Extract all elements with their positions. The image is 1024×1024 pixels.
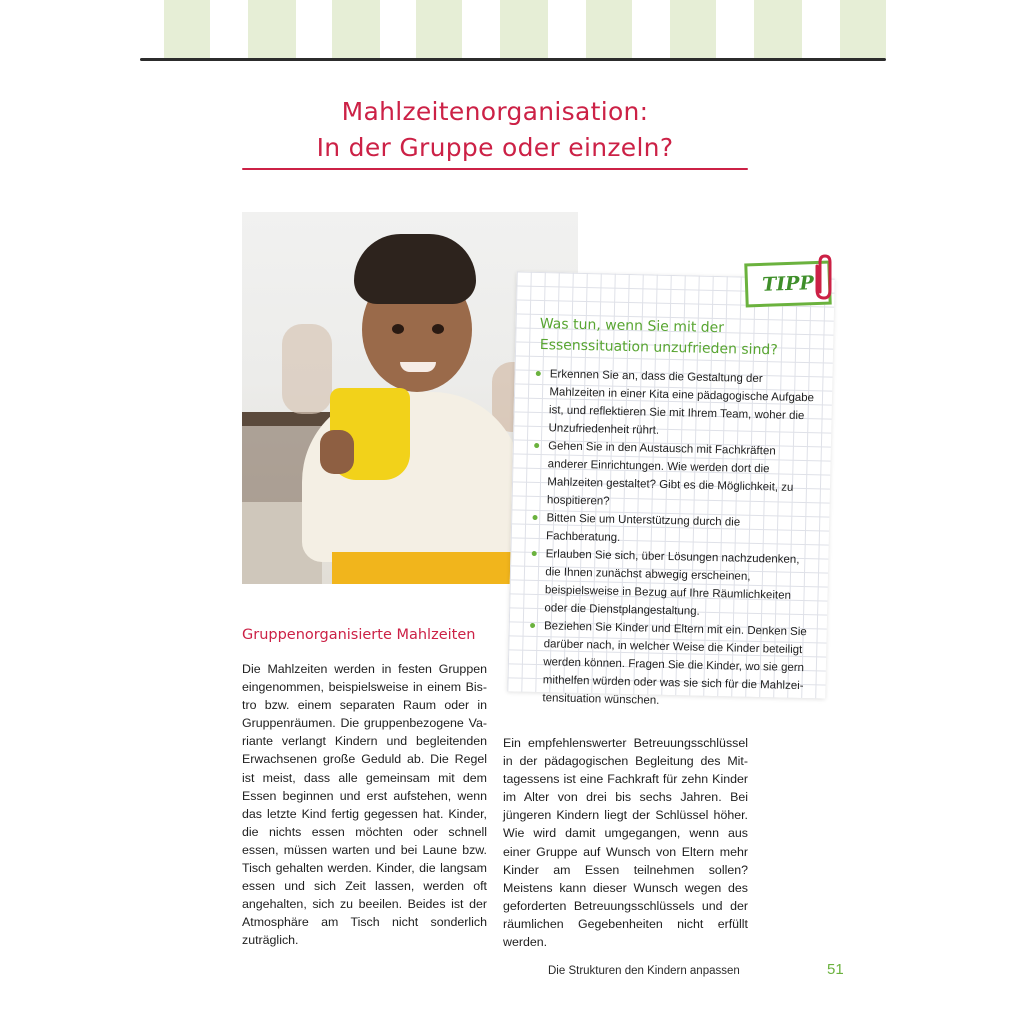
tipp-question-line1: Was tun, wenn Sie mit der [539,316,725,337]
tipp-list [528,365,818,713]
list-item: Gehen Sie in den Austausch mit Fachkräften anderer Einrichtungen. Wie werden dort die Mahlzeiten gestaltet? Gibt es die Möglichkeit, zu hospitieren? [533,437,817,515]
bullet-dot-icon [532,515,537,520]
paperclip-icon [812,252,836,302]
header-rule [140,58,886,61]
page-number: 51 [827,961,844,978]
running-footer: Die Strukturen den Kindern anpassen [548,965,740,977]
list-item: Erkennen Sie an, dass die Gestaltung der Mahlzeiten in einer Kita eine pädagogische Aufgabe ist, und reflektieren Sie mit Ihrem Team, woher die Unzufriedenheit rührt. [534,365,818,443]
header-stripes [140,0,886,58]
tipp-badge-label: TIPP [761,272,815,296]
bullet-dot-icon [530,623,535,628]
list-item: Erlauben Sie sich, über Lösungen nachzudenken, die Ihnen zunächst abwegig erscheinen, beispielsweise in Bezug auf Ihre Räumlichkeiten oder die Dienstplangestaltung. [530,545,814,623]
bullet-dot-icon [532,551,537,556]
body-column-2: Ein empfehlenswerter Betreuungsschlüssel in der pädagogischen Begleitung des Mittagessens ist eine Fachkraft für zehn Kinder im Alter von drei bis sechs Jahren. Bei jüngeren Kindern liegt der Schlüssel höher. Wie wird damit umgegangen, wenn aus einer Gruppe auf Wunsch von Eltern mehr Kinder am Essen teilnehmen sollen? Meistens kann dieser Wunsch wegen des geforderten Betreuungsschlüssels und der räumlichen Gegebenheiten nicht erfüllt werden. [503,736,748,950]
list-item: Beziehen Sie Kinder und Eltern mit ein. Denken Sie darüber nach, in welcher Weise die Kinder beteiligt werden können. Fragen Sie die Kinder, wo sie gern mithelfen würden oder was sie sich für die Mahlzeitensituation wünschen. [528,617,812,713]
list-item: Bitten Sie um Unterstützung durch die Fachberatung. [532,509,815,551]
body-column-1: Die Mahlzeiten werden in festen Gruppen eingenommen, beispielsweise in einem Bistro bzw. einem separaten Raum oder in Gruppenräumen. Die gruppenbezogene Variante verlangt Kindern und begleitenden Erwachsenen große Geduld ab. Die Regel ist meist, dass alle gemeinsam mit dem Essen beginnen und erst aufstehen, wenn das letzte Kind fertig gegessen hat. Kinder, die nichts essen möchten oder schnell essen, müssen warten und bei Laune bzw. Tisch gehalten werden. Kinder, die langsam essen und sich Zeit lassen, werden oft angehalten, sich zu beeilen. Beides ist der Atmosphäre am Tisch nicht sonderlich zuträglich. [242,662,487,948]
bullet-dot-icon [536,371,541,376]
title-underline [242,168,748,170]
tipp-question-line2: Essenssituation unzufrieden sind? [539,337,778,359]
page-title-line2: In der Gruppe oder einzeln? [316,133,674,162]
page-title-line1: Mahlzeitenorganisation: [341,97,649,126]
section-heading: Gruppenorganisierte Mahlzeiten [242,627,476,643]
bullet-dot-icon [534,443,539,448]
